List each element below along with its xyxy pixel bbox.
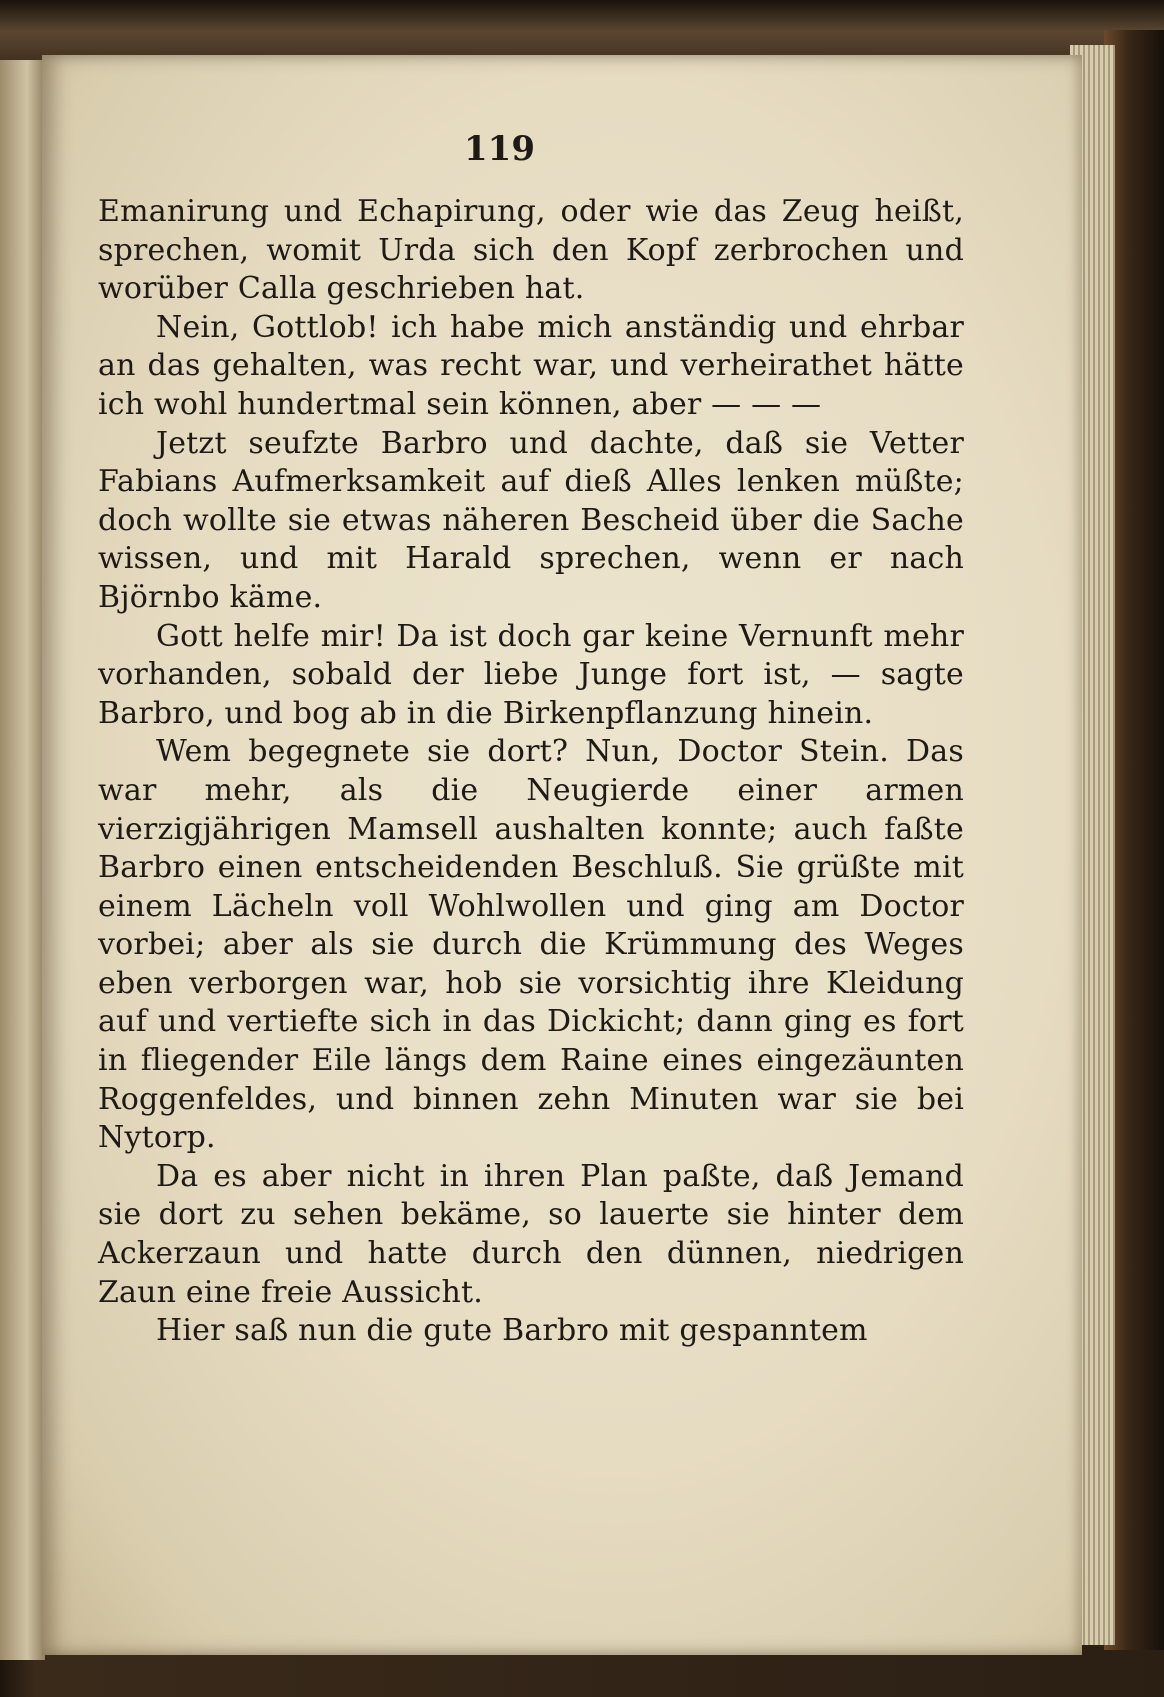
facing-page-edge: [0, 60, 45, 1660]
book-page: [42, 55, 1082, 1655]
paragraph-1: Emanirung und Echapirung, oder wie das Zeug heißt, sprechen, womit Urda sich den Kopf zerbrochen und worüber Calla geschrieben hat.: [98, 194, 964, 307]
paragraph-3: Jetzt seufzte Barbro und dachte, daß sie Vetter Fabians Aufmerksamkeit auf dieß Alles lenken müßte; doch wollte sie etwas näheren Bescheid über die Sache wissen, und mit Harald sprechen, wenn er nach Björnbo käme.: [98, 425, 964, 615]
paragraph-2: Nein, Gottlob! ich habe mich anständig und ehrbar an das gehalten, was recht war, und verheirathet hätte ich wohl hundertmal sein können, aber — — —: [98, 309, 964, 422]
page-number: 119: [464, 129, 535, 169]
page-body-text: [98, 193, 964, 1351]
paragraph-6: Da es aber nicht in ihren Plan paßte, daß Jemand sie dort zu sehen bekäme, so lauerte sie hinter dem Ackerzaun und hatte durch den dünnen, niedrigen Zaun eine freie Aussicht.: [98, 1158, 964, 1310]
paragraph-4: Gott helfe mir! Da ist doch gar keine Vernunft mehr vorhanden, sobald der liebe Junge fort ist, — sagte Barbro, und bog ab in die Birkenpflanzung hinein.: [98, 618, 964, 731]
paragraph-7: Hier saß nun die gute Barbro mit gespanntem: [156, 1313, 868, 1349]
paragraph-5: Wem begegnete sie dort? Nun, Doctor Stein. Das war mehr, als die Neugierde einer armen vierzigjährigen Mamsell aushalten konnte; auch faßte Barbro einen entscheidenden Beschluß. Sie grüßte mit einem Lächeln voll Wohlwollen und ging am Doctor vorbei; aber als sie durch die Krümmung des Weges eben verborgen war, hob sie vorsichtig ihre Kleidung auf und vertiefte sich in das Dickicht; dann ging es fort in fliegender Eile längs dem Raine eines eingezäunten Roggenfeldes, und binnen zehn Minuten war sie bei Nytorp.: [98, 734, 964, 1156]
